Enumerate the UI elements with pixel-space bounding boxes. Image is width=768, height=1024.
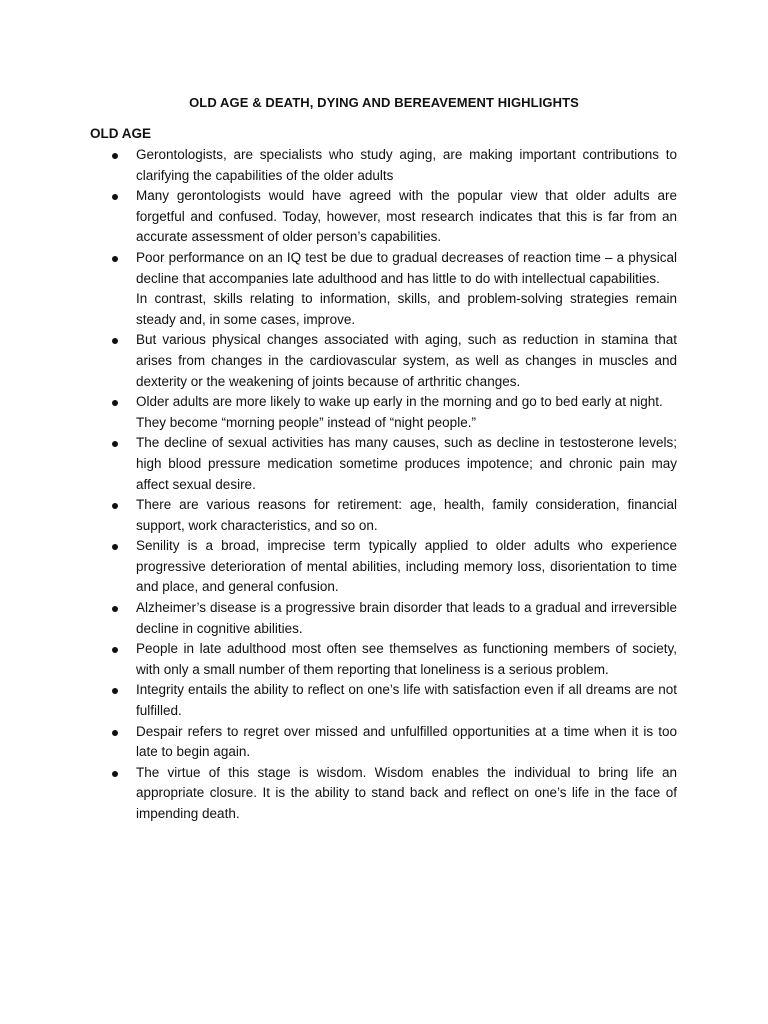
bullet-text: Poor performance on an IQ test be due to gradual decreases of reaction time – a physical decline that accompanies late adulthood and has little to do with intellectual capabilities. xyxy=(136,249,677,286)
bullet-text: Despair refers to regret over missed and unfulfilled opportunities at a time when it is too late to begin again. xyxy=(136,723,677,760)
bullet-text: Alzheimer’s disease is a progressive brain disorder that leads to a gradual and irreversible decline in cognitive abilities. xyxy=(136,600,677,636)
bullet-text: There are various reasons for retirement: age, health, family consideration, financial support, work characteristics, and so on. xyxy=(136,497,677,533)
bullet-icon xyxy=(112,256,118,262)
list-item xyxy=(110,433,677,495)
list-item xyxy=(110,722,677,763)
bullet-text: Older adults are more likely to wake up early in the morning and go to bed early at night. xyxy=(136,394,663,410)
document-title: OLD AGE & DEATH, DYING AND BEREAVEMENT HIGHLIGHTS xyxy=(189,95,579,110)
list-item xyxy=(110,598,677,639)
list-item xyxy=(110,248,677,330)
bullet-text: People in late adulthood most often see themselves as functioning members of society, with only a small number of them reporting that loneliness is a serious problem. xyxy=(136,641,677,677)
section-heading: OLD AGE xyxy=(90,126,152,141)
bullet-icon xyxy=(112,730,118,736)
bullet-text: Integrity entails the ability to reflect on one’s life with satisfaction even if all dreams are not fulfilled. xyxy=(136,682,677,719)
bullet-icon xyxy=(112,400,118,406)
bullet-text: The decline of sexual activities has many causes, such as decline in testosterone levels; high blood pressure medication sometime produces impotence; and chronic pain may affect sexual desire. xyxy=(136,435,677,492)
list-item xyxy=(110,639,677,680)
bullet-text: The virtue of this stage is wisdom. Wisdom enables the individual to bring life an appropriate closure. It is the ability to stand back and reflect on one’s life in the face of impending death. xyxy=(136,764,677,821)
list-item xyxy=(110,145,677,186)
bullet-icon xyxy=(112,606,118,612)
bullet-icon xyxy=(112,338,118,344)
bullet-text: But various physical changes associated with aging, such as reduction in stamina that arises from changes in the cardiovascular system, as well as changes in muscles and dexterity or the weakening of joints because of arthritic changes. xyxy=(136,332,677,389)
bullet-icon xyxy=(112,647,118,653)
bullet-text: They become “morning people” instead of “night people.” xyxy=(136,414,476,430)
bullet-icon xyxy=(112,153,118,159)
list-item xyxy=(110,186,677,248)
list-item xyxy=(110,536,677,598)
bullet-icon xyxy=(112,544,118,550)
bullet-text: Senility is a broad, imprecise term typically applied to older adults who experience progressive deterioration of mental abilities, including memory loss, disorientation to time and place, and general confusion. xyxy=(136,538,677,595)
bullet-icon xyxy=(112,194,118,200)
bullet-list xyxy=(110,145,677,825)
bullet-text: Many gerontologists would have agreed with the popular view that older adults are forgetful and confused. Today, however, most research indicates that this is far from an accurate assessment of older person’s capabilities. xyxy=(136,188,677,245)
bullet-icon xyxy=(112,441,118,447)
list-item xyxy=(110,680,677,721)
bullet-icon xyxy=(112,503,118,509)
list-item xyxy=(110,392,677,433)
bullet-icon xyxy=(112,688,118,694)
list-item xyxy=(110,495,677,536)
list-item xyxy=(110,763,677,825)
bullet-icon xyxy=(112,771,118,777)
list-item xyxy=(110,330,677,392)
bullet-text: Gerontologists, are specialists who study aging, are making important contributions to clarifying the capabilities of the older adults xyxy=(136,147,677,183)
bullet-text: In contrast, skills relating to information, skills, and problem-solving strategies remain steady and, in some cases, improve. xyxy=(136,291,677,327)
